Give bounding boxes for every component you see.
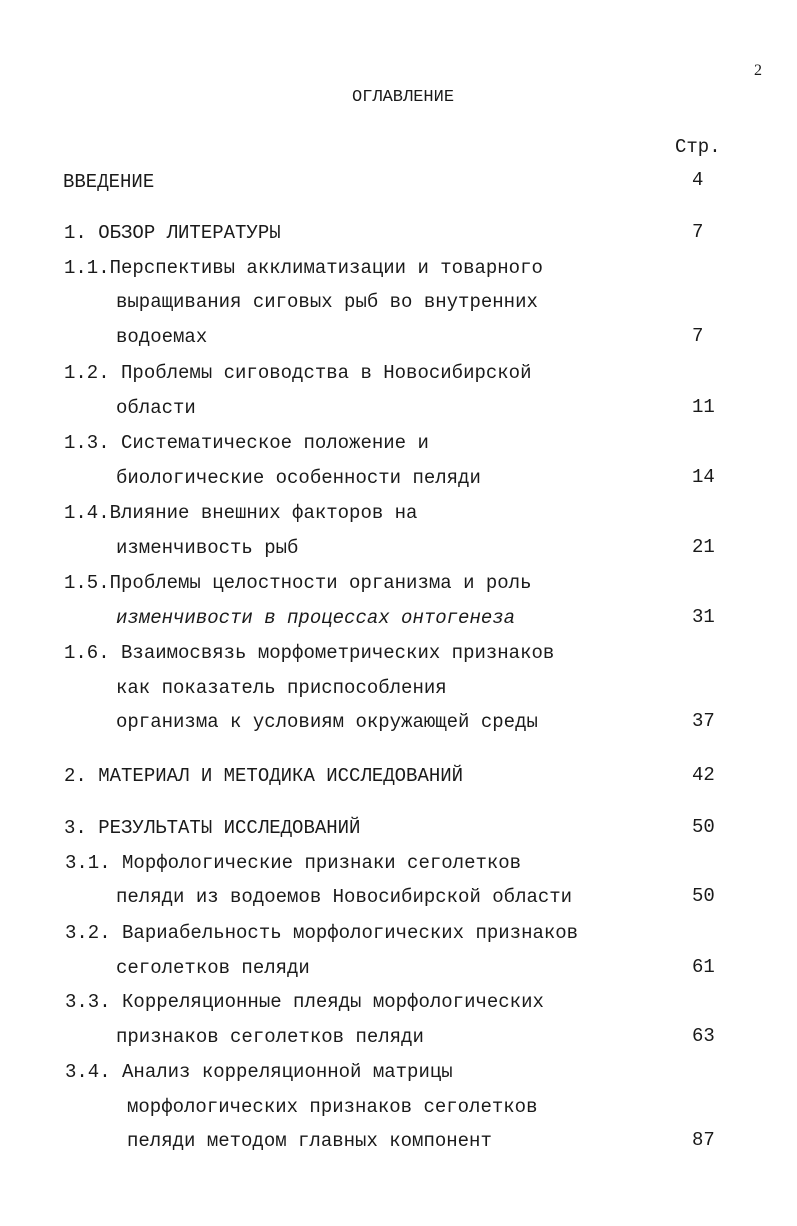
toc-label-line: изменчивости в процессах онтогенеза [116, 607, 516, 629]
toc-label-line: выращивания сиговых рыб во внутренних [116, 291, 538, 313]
toc-label-line: изменчивость рыб [116, 537, 299, 559]
toc-label-line: пеляди из водоемов Новосибирской области [116, 886, 573, 908]
toc-label-line: 1.3. Систематическое положение и [64, 432, 429, 454]
toc-page: 63 [692, 1025, 715, 1047]
toc-page: 87 [692, 1129, 715, 1151]
toc-label-line: 3.2. Вариабельность морфологических признаков [65, 922, 579, 944]
toc-page: 42 [692, 764, 715, 786]
pages-column-header: Стр. [675, 136, 721, 158]
toc-page: 4 [692, 169, 704, 191]
toc-label-line: 3.3. Корреляционные плеяды морфологических [65, 991, 544, 1013]
toc-label-line: как показатель приспособления [116, 677, 447, 699]
toc-label-line: области [116, 397, 196, 419]
toc-page: 14 [692, 466, 715, 488]
toc-label-line: сеголетков пеляди [116, 957, 310, 979]
toc-label: ВВЕДЕНИЕ [63, 171, 155, 193]
toc-page: 7 [692, 221, 704, 243]
toc-label-line: пеляди методом главных компонент [127, 1130, 492, 1152]
toc-page: 50 [692, 885, 715, 907]
toc-label-line: морфологических признаков сеголетков [127, 1096, 538, 1118]
toc-label-line: водоемах [116, 326, 208, 348]
toc-label-line: 1.1.Перспективы акклиматизации и товарного [64, 257, 543, 279]
toc-label-line: 3.4. Анализ корреляционной матрицы [65, 1061, 453, 1083]
toc-label-line: признаков сеголетков пеляди [116, 1026, 424, 1048]
toc-label-line: организма к условиям окружающей среды [116, 711, 538, 733]
toc-label: 3. РЕЗУЛЬТАТЫ ИССЛЕДОВАНИЙ [64, 817, 361, 839]
toc-label-line: биологические особенности пеляди [116, 467, 481, 489]
toc-label-line: 1.6. Взаимосвязь морфометрических признаков [64, 642, 555, 664]
toc-page: 31 [692, 606, 715, 628]
toc-label-line: 1.2. Проблемы сиговодства в Новосибирской [64, 362, 532, 384]
toc-label-line: 1.4.Влияние внешних факторов на [64, 502, 418, 524]
toc-label: 2. МАТЕРИАЛ И МЕТОДИКА ИССЛЕДОВАНИЙ [64, 765, 464, 787]
toc-page: 11 [692, 396, 715, 418]
toc-page: 21 [692, 536, 715, 558]
toc-page: 50 [692, 816, 715, 838]
toc-page: 61 [692, 956, 715, 978]
toc-page: 37 [692, 710, 715, 732]
page-title: ОГЛАВЛЕНИЕ [352, 88, 455, 107]
toc-label-line: 1.5.Проблемы целостности организма и роль [64, 572, 532, 594]
page-number: 2 [754, 62, 762, 79]
toc-label-line: 3.1. Морфологические признаки сеголетков [65, 852, 522, 874]
toc-label: 1. ОБЗОР ЛИТЕРАТУРЫ [64, 222, 281, 244]
toc-page: 7 [692, 325, 704, 347]
